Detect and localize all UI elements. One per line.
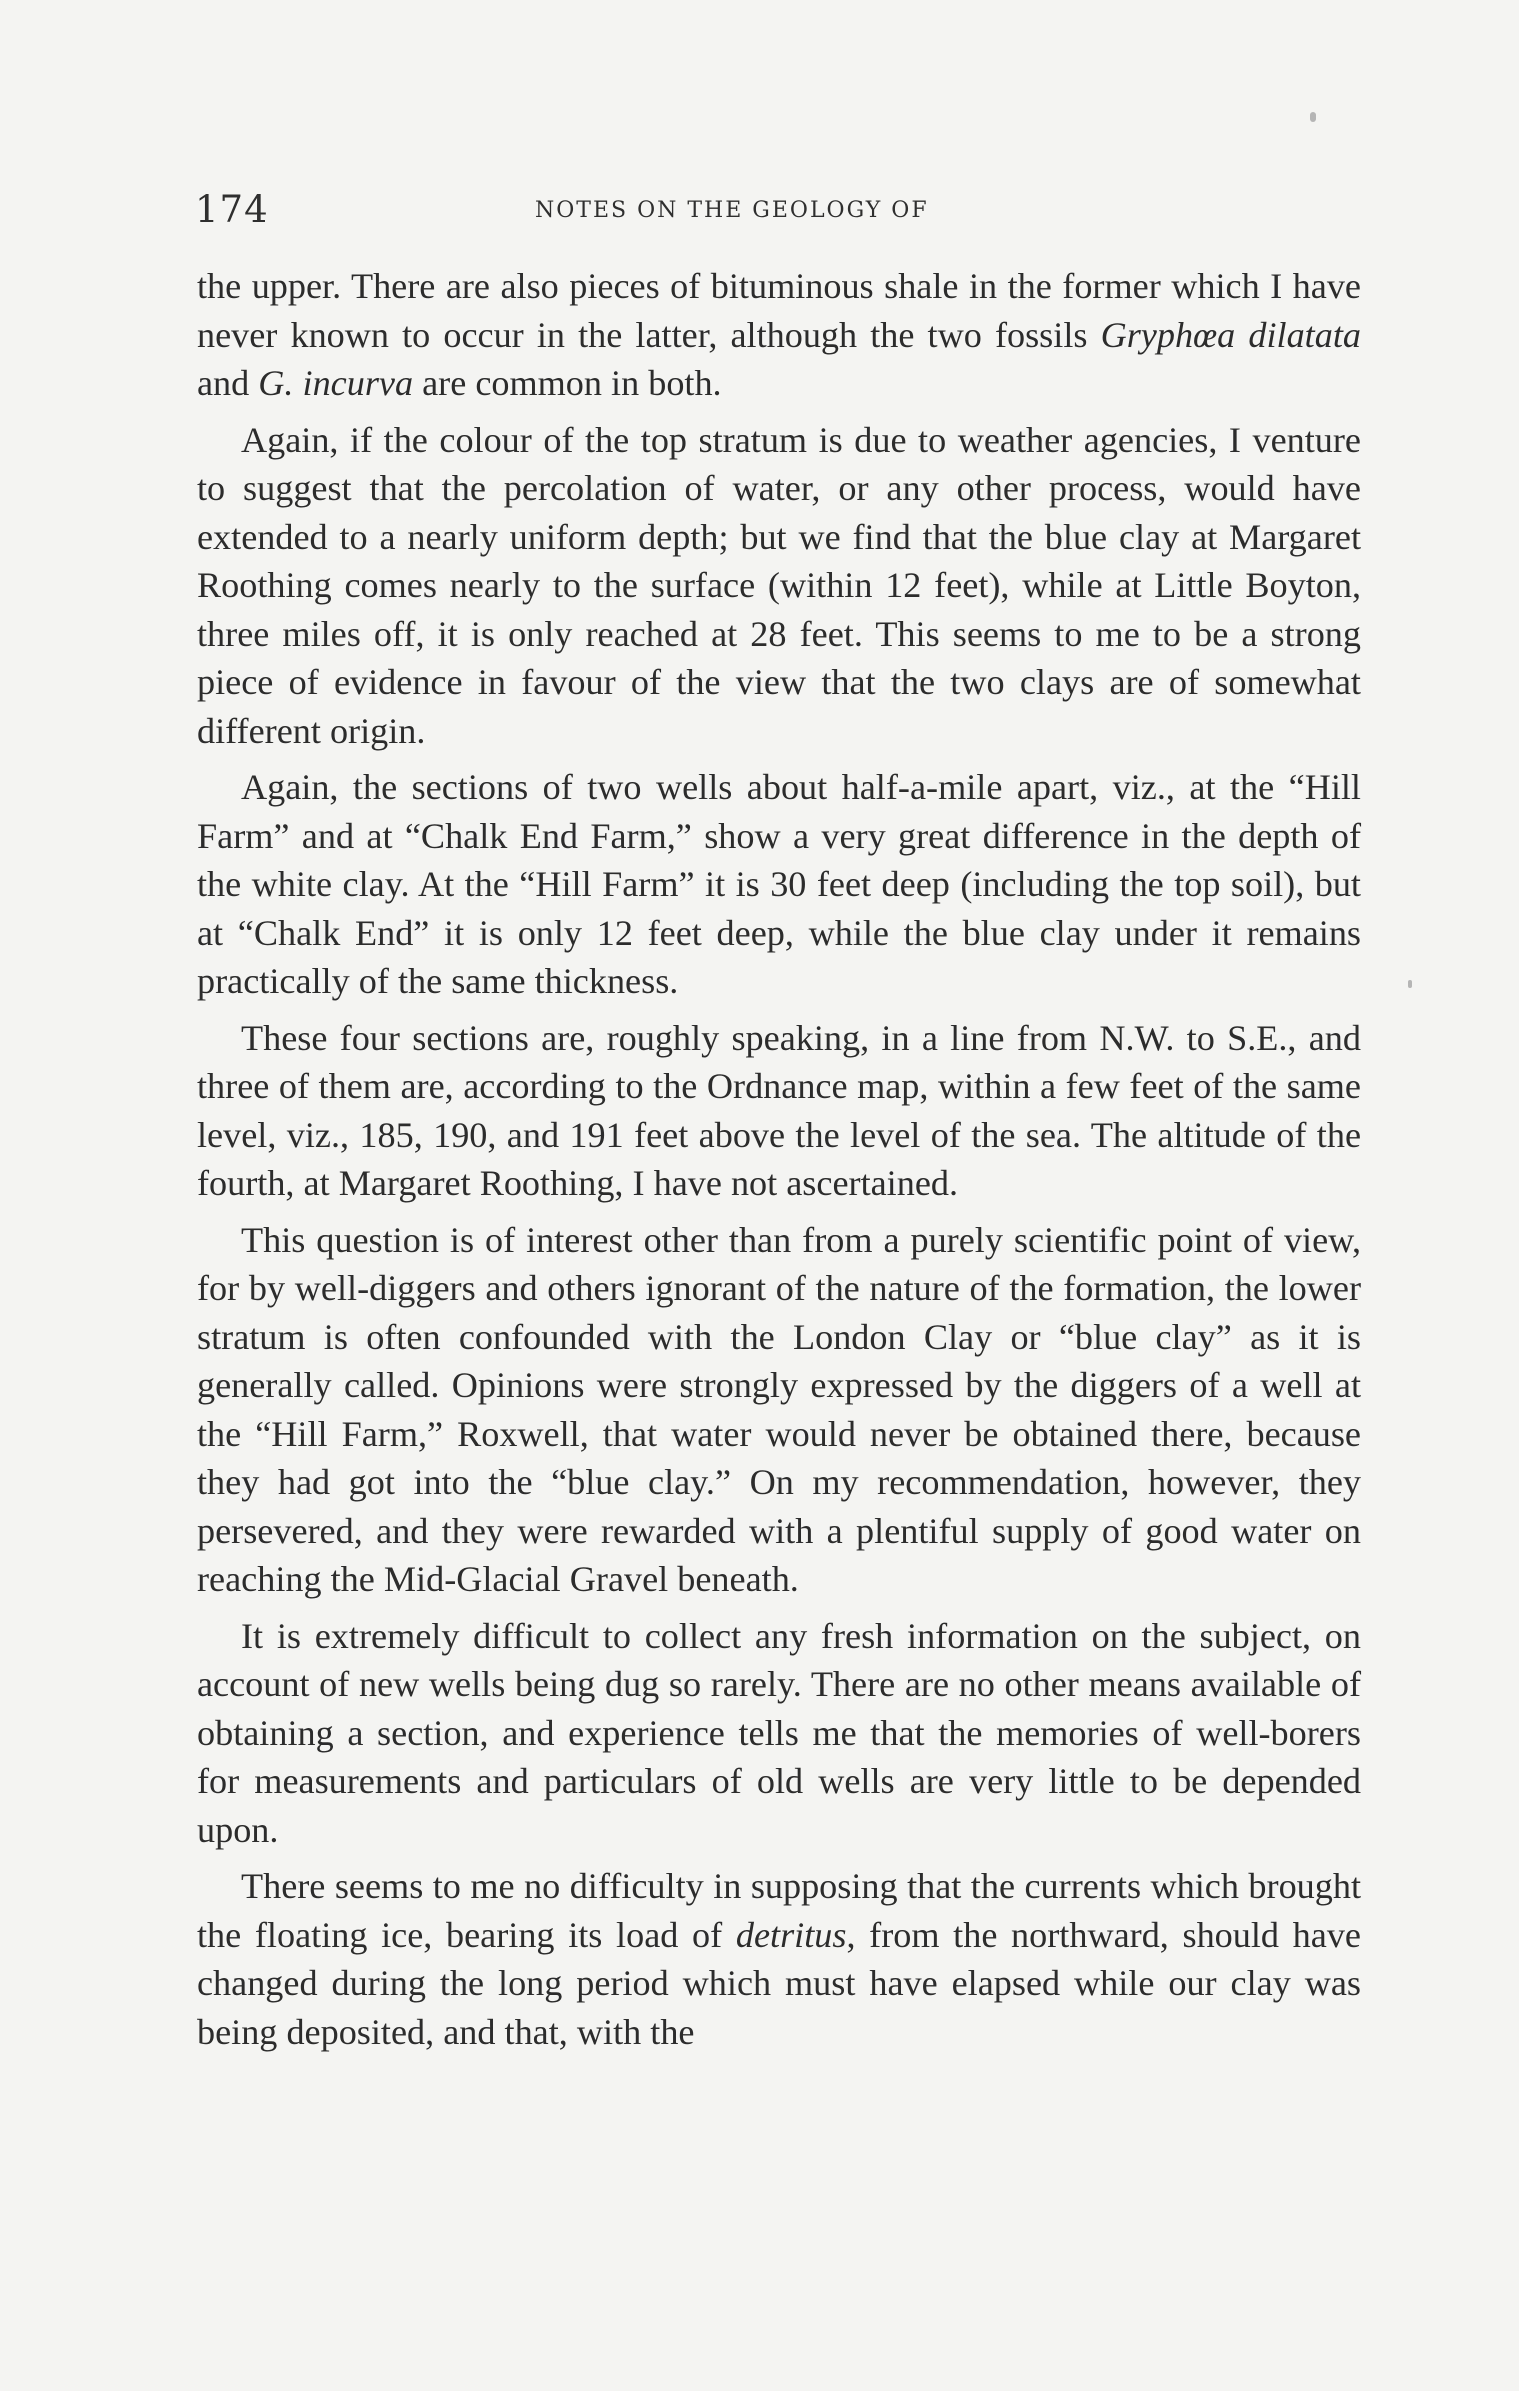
paragraph [197,1862,1361,2056]
paper-speck [1310,112,1316,122]
text-run: There seems to me no difficulty in supposing that the currents which brought the floating ice, bearing its load of [197,1866,1361,1955]
running-head: NOTES ON THE GEOLOGY OF [535,198,929,223]
paragraph [197,1014,1361,1208]
italic-term: detritus [735,1914,847,1955]
text-run: , from the northward, should have changed during the long period which must have elapsed while our clay was being deposited, and that, with the [197,1914,1361,2052]
paragraph [197,416,1361,756]
text-run: Again, the sections of two wells about half-a-mile apart, viz., at the “Hill Farm” and at “Chalk End Farm,” show a very great difference in the depth of the white clay. At the “Hill Farm” it is 30 feet deep (including the top soil), but at “Chalk End” it is only 12 feet deep, while the blue clay under it remains practically of the same thickness. [197,767,1361,1001]
paragraph [197,763,1361,1006]
paragraph [197,1216,1361,1604]
page-header [195,188,1361,238]
text-run: are common in both. [413,363,722,403]
body-text [197,262,1361,2056]
text-run: This question is of interest other than from a purely scientific point of view, for by well-diggers and others ignorant of the nature of the formation, the lower stratum is often confounded with the London Clay or “blue clay” as it is generally called. Opinions were strongly expressed by the diggers of a well at the “Hill Farm,” Roxwell, that water would never be obtained there, because they had got into the “blue clay.” On my recommendation, however, they persevered, and they were rewarded with a plentiful supply of good water on reaching the Mid-Glacial Gravel beneath. [197,1219,1361,1599]
paragraph [197,1612,1361,1855]
paragraph [197,262,1361,408]
text-run: Again, if the colour of the top stratum is due to weather agencies, I venture to suggest that the percolation of water, or any other process, would have extended to a nearly uniform depth; but we find that the blue clay at Margaret Roothing comes nearly to the surface (within 12 feet), while at Little Boyton, three miles off, it is only reached at 28 feet. This seems to me to be a strong piece of evidence in favour of the view that the two clays are of somewhat different origin. [197,419,1361,751]
text-run: the upper. There are also pieces of bituminous shale in the former which I have never known to occur in the latter, although the two fossils [197,266,1361,355]
italic-term: Gryphœa dilatata [1100,314,1361,355]
page-number: 174 [195,188,269,231]
paper-speck [1408,980,1412,988]
text-run: These four sections are, roughly speaking, in a line from N.W. to S.E., and three of them are, according to the Ordnance map, within a few feet of the same level, viz., 185, 190, and 191 feet above the level of the sea. The altitude of the fourth, at Margaret Roothing, I have not ascertained. [197,1017,1361,1203]
text-run: and [197,363,259,403]
italic-term: G. incurva [258,363,414,403]
text-run: It is extremely difficult to collect any fresh information on the subject, on account of new wells being dug so rarely. There are no other means available of obtaining a section, and experience tells me that the memories of well-borers for measurements and particulars of old wells are very little to be depended upon. [197,1615,1361,1850]
